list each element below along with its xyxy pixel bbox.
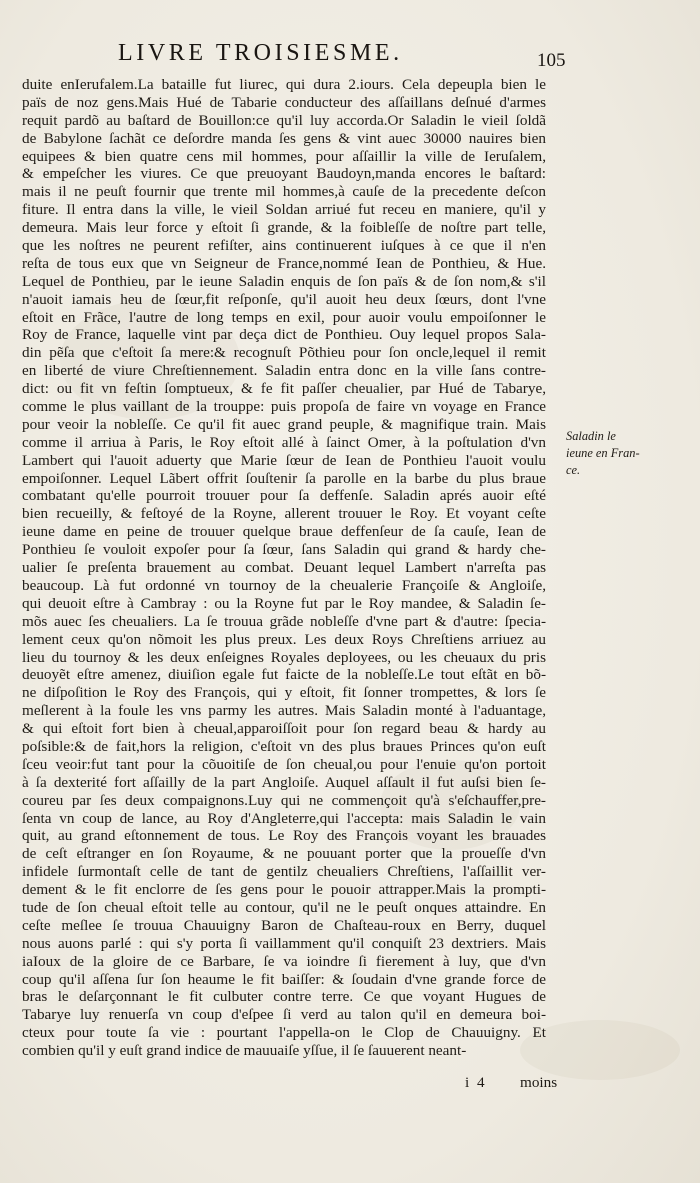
text-line: ne diſpoſition le Roy des François, qui y eſtoit, fit ſonner trompettes, & lors ſe (22, 684, 546, 702)
text-line: coureu par ſes deux compaignons.Luy qui ne commençoit qu'à s'eſchauffer,pre- (22, 791, 546, 809)
page-number: 105 (537, 50, 566, 71)
margin-note (566, 428, 666, 479)
text-line: pour veoir la nobleſſe. Ce qu'il fit auec grand peuple, & magnifique train. Mais (22, 415, 546, 433)
text-line: meſlerent à la foule les vns parmy les autres. Mais Saladin monté à l'aduantage, (22, 702, 546, 720)
text-line: cteux pour toute ſa vie : pourtant l'appella-on le Clop de Chauuigny. Et (22, 1024, 546, 1042)
text-line: lement ceux qu'on nõmoit les plus preux. Les deux Roys Chreſtiens arriuez au (22, 630, 546, 648)
text-line: eſtoit en Frãce, l'autre de long temps en exil, pour auoir voulu empoiſonner le (22, 308, 546, 326)
body-text (22, 76, 546, 1060)
text-line: equipees & bien quatre cens mil hommes, pour aſſaillir la ville de Ieruſalem, (22, 147, 546, 165)
text-line: Lequel de Ponthieu, par le ieune Saladin enquis de ſon païs & de ſon nom,& s'il (22, 272, 546, 290)
text-line: tude de ſon cheual eſtoit telle au contour, qu'il ne le peuſt onques attaindre. En (22, 898, 546, 916)
text-line: bras le deſarçonnant le fit culbuter contre terre. Ce que voyant Hugues de (22, 988, 546, 1006)
text-line: comme le plus vaillant de la trouppe: puis propoſa de faire vn voyage en France (22, 398, 546, 416)
text-line: Lambert qui l'auoit aduerty que Marie ſœur de Iean de Ponthieu l'auoit voulu (22, 451, 546, 469)
text-line: reſta de tous eux que vn Seigneur de France,nommé Iean de Ponthieu, & Hue. (22, 254, 546, 272)
text-line: & empeſcher les viures. Ce que preuoyant Baudoyn,manda encores le baſtard: (22, 165, 546, 183)
text-line: combien qu'il y euſt grand indice de mauuaiſe yſſue, il ſe ſauuerent neant- (22, 1042, 467, 1060)
text-line: ceſte meſlee ſe trouua Chauuigny Baron de Chaſteau-roux en Berry, duquel (22, 916, 546, 934)
margin-note-line: Saladin le (566, 429, 616, 443)
text-line: qui deuoit eſtre à Cambray : ou la Royne fut par le Roy mandee, & Saladin ſe- (22, 594, 546, 612)
page-header (0, 40, 700, 74)
text-line: deuoyẽt eſtre amenez, diuiſion egale fut faicte de la nobleſſe.Le tout eſtãt en bõ- (22, 666, 546, 684)
text-line: mõs auec ſes cheualiers. La ſe trouua grãde nobleſſe d'vne part & d'autre: ſpecia- (22, 612, 546, 630)
text-line: beaucoup. Là fut ordonné vn tournoy de la cheualerie Françoiſe & Angloiſe, (22, 576, 546, 594)
text-line: infidele ſurmontaſt celle de tant de gentilz cheualiers Chreſtiens, l'aſſaillit ver- (22, 863, 546, 881)
text-line: combatant qu'elle pourroit trouuer pour ſa deffenſe. Saladin aprés auoir eſté (22, 487, 546, 505)
text-line: empoiſonner. Lequel Lãbert offrit ſouſtenir ſa parolle en la barbe du plus braue (22, 469, 546, 487)
running-title: LIVRE TROISIESME. (118, 40, 403, 66)
text-line: ſceu veoir:fut tant pour la cõuoitiſe de ſon cheual,ou pour l'enuie qu'on portoit (22, 755, 546, 773)
text-line: quit, au grand eſtonnement de tous. Le Roy des François voyant les brauades (22, 827, 546, 845)
catchword: moins (520, 1074, 558, 1091)
text-line: Ponthieu ſe vouloit expoſer pour ſa ſœur, ſans Saladin qui grand & hardy che- (22, 541, 546, 559)
page-footer (22, 1074, 558, 1094)
text-line: ſenta vn coup de lance, au Roy d'Angleterre,qui l'accepta: mais Saladin le vain (22, 809, 546, 827)
text-line: dement & le fit enclorre de ſes gens pour le pouoir attrapper.Mais la prompti- (22, 881, 546, 899)
text-line: mais il ne peuſt fournir que trente mil hommes,à cauſe de la precedente deſcon (22, 183, 546, 201)
text-line: ualier ſe preſenta brauement au combat. Deuant lequel Lambert n'arreſta pas (22, 559, 546, 577)
text-line: nous auons parlé : qui s'y porta ſi vaillamment qu'il conquiſt 23 dextriers. Mais (22, 934, 546, 952)
text-line: demeura. Mais leur force y eſtoit ſi grande, & la foibleſſe de noſtre part telle, (22, 219, 546, 237)
text-line: de Babylone ſachãt ce deſordre manda ſes gens & vint auec 30000 nauires bien (22, 129, 546, 147)
text-line: fiture. Il entra dans la ville, le vieil Soldan arriué fut receu en maniere, qu'il y (22, 201, 546, 219)
text-line: & qui eſtoit fort bien à cheual,apparoiſſoit pour ſon regard beau & hardy au (22, 720, 546, 738)
text-line: Tabarye luy renuerſa vn coup d'eſpee ſi verd au talon qu'il en demeura boi- (22, 1006, 546, 1024)
text-line: din pẽſa que c'eſtoit ſa mere:& recognuſt Põthieu pour ſon oncle,lequel il remit (22, 344, 546, 362)
text-line: bien recueilly, & feſtoyé de la Royne, allerent trouuer le Roy. Et voyant ceſte (22, 505, 546, 523)
text-line: que les noſtres ne peurent refiſter, ains continuerent iuſques à ce que il n'en (22, 237, 546, 255)
text-line: lieu du tournoy & les deux enſeignes Royales deployees, ou les cheuaux du pris (22, 648, 546, 666)
text-line: en liberté de viure Chreſtiennement. Saladin entra donc en la ville ſans contre- (22, 362, 546, 380)
text-line: dict: ou fit vn feſtin ſomptueux, & fe fit paſſer cheualier, par Hué de Tabarye, (22, 380, 546, 398)
text-line: Roy de France, laquelle vint par deça dict de Ponthieu. Ouy lequel propos Sala- (22, 326, 546, 344)
text-line: n'auoit iamais heu de ſœur,fit reſponſe, qu'il auoit heu deux ſœurs, dont l'vne (22, 290, 546, 308)
text-line: poſsible:& de fait,hors la religion, c'eſtoit vn des plus braues Princes qu'on euſt (22, 737, 546, 755)
margin-note-line: ieune en Fran- (566, 446, 640, 460)
signature-mark: i 4 (465, 1074, 487, 1091)
margin-note-line: ce. (566, 463, 581, 477)
text-line: païs de noz gens.Mais Hué de Tabarie conducteur des aſſaillans deſnué d'armes (22, 93, 546, 111)
text-line: à ſa dexterité fort aſſailly de la part Angloiſe. Auquel aſſault il fut auſsi bien ſe- (22, 773, 546, 791)
text-line: requit pardõ au baſtard de Bouillon:ce qu'il luy accorda.Or Saladin le vieil ſoldã (22, 111, 546, 129)
text-line: ieune dame en peine de trouuer quelque braue deffenſeur de ſa cauſe, Iean de (22, 523, 546, 541)
text-line: comme il arriua à Paris, le Roy eſtoit allé à ſainct Omer, à la poſtulation d'vn (22, 433, 546, 451)
text-line: de ceſt eſtranger en ſon Royaume, & ne pouuant porter que la proueſſe d'vn (22, 845, 546, 863)
text-line: duite enIerufalem.La bataille fut liurec, qui dura 2.iours. Cela depeupla bien le (22, 76, 546, 93)
text-line: coup qu'il aſſena ſur ſon heaume le fit baiſſer: & ſoudain d'vne grande force de (22, 970, 546, 988)
text-line: iaIoux de la gloire de ce Barbare, ſe va ioindre ſi fierement à luy, que d'vn (22, 952, 546, 970)
